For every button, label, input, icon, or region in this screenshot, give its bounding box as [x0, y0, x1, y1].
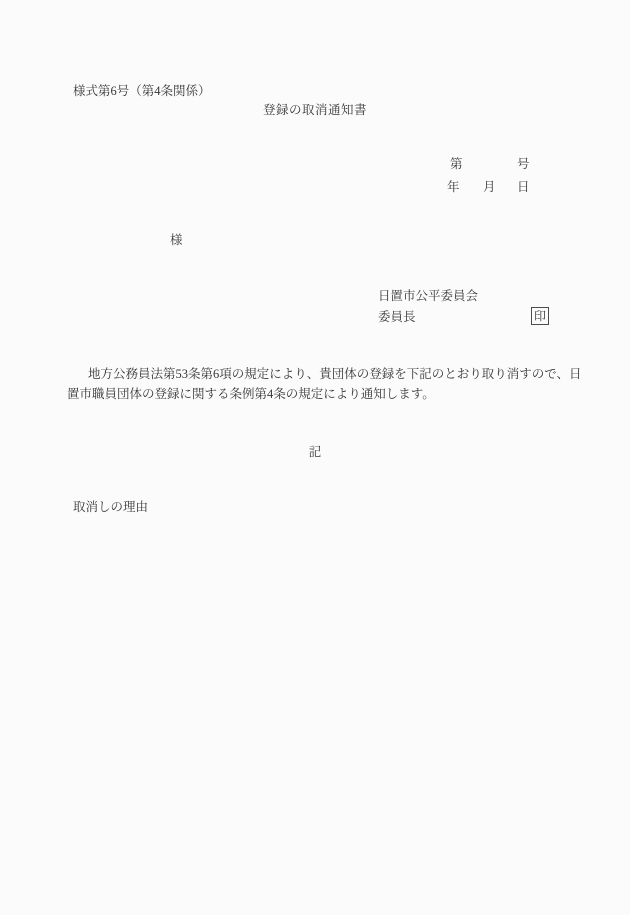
body-line-2: 置市職員団体の登録に関する条例第4条の規定により通知します。 — [67, 387, 435, 401]
date-day-label: 日 — [517, 180, 530, 194]
date-month-label: 月 — [483, 180, 496, 194]
doc-number-suffix: 号 — [517, 157, 530, 171]
body-paragraph — [67, 364, 582, 404]
form-number-label: 様式第6号（第4条関係） — [73, 84, 211, 98]
seal-label: 印 — [533, 309, 546, 323]
cancellation-reason-label: 取消しの理由 — [73, 500, 149, 514]
date-year-label: 年 — [447, 180, 460, 194]
sender-title: 委員長 — [378, 310, 416, 324]
document-title: 登録の取消通知書 — [262, 103, 367, 117]
addressee-honorific: 様 — [170, 233, 183, 247]
record-marker: 記 — [308, 445, 322, 459]
body-line-1: 地方公務員法第53条第6項の規定により、貴団体の登録を下記のとおり取り消すので、日 — [88, 367, 582, 381]
doc-number-prefix: 第 — [450, 157, 463, 171]
seal-box — [531, 307, 549, 325]
sender-organization: 日置市公平委員会 — [378, 289, 479, 303]
